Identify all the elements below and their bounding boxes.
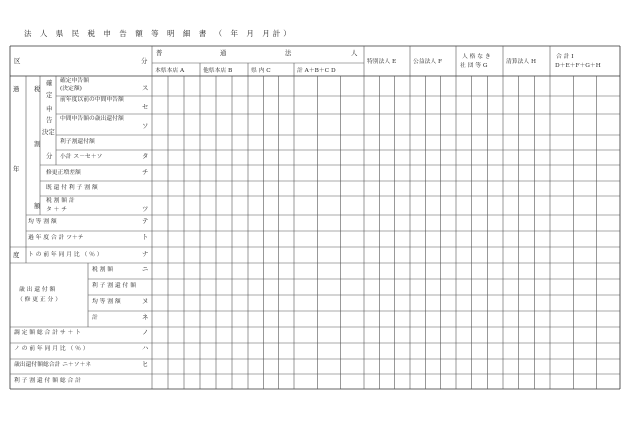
row-zeiwari-kana: ニ (142, 265, 149, 273)
side-nen: 年 (13, 165, 20, 173)
row-saishutsu-2: （ 修 更 正 分 ） (17, 297, 61, 303)
header-ku: 区 (14, 57, 21, 65)
row-kei-2: タ ＋ チ (46, 207, 68, 213)
side-gen: 過 (13, 85, 20, 93)
row-su-2: (決定額) (60, 86, 82, 92)
header-col-c: 県 内 C (251, 68, 271, 74)
row-rishi: 利子割還付額 (60, 139, 95, 145)
header-col-g-1: 人 格 な き (462, 54, 491, 60)
row-saishutsu-total: 歳出還付額総合計 ニ＋ソ＋ネ (14, 362, 92, 368)
header-futsu-1: 普 (156, 49, 163, 57)
side-tei: 定 (46, 91, 53, 99)
row-chotei-kana: ノ (142, 328, 149, 336)
side-koku: 告 (46, 116, 53, 124)
row-so: 中間申告額の歳出還付額 (60, 116, 124, 122)
side-kaku: 確 (46, 79, 53, 87)
header-col-b: 他県本店 B (203, 68, 233, 74)
row-kanen: 過 年 度 合 計 ツ＋テ (28, 235, 84, 241)
header-futsu-2: 通 (220, 49, 227, 57)
header-col-d: 計 A＋B＋C D (297, 68, 336, 74)
row-se-kana: セ (142, 103, 149, 111)
row-su-kana: ス (142, 84, 149, 92)
side-do: 度 (13, 251, 20, 259)
row-kintowari: 均 等 割 額 (92, 299, 121, 305)
side-kettei: 決定 (42, 128, 55, 136)
side-bun: 分 (46, 152, 53, 160)
document-title: 法 人 県 民 税 申 告 額 等 明 細 書 （ 年 月 月計） (24, 29, 294, 38)
row-se: 前年度以前の中間申告額 (60, 97, 124, 103)
header-col-i-2: D＋E＋F＋G＋H (555, 63, 601, 69)
row-zennen: ト の 前 年 同 月 比 （ ％ ） (28, 252, 103, 258)
row-kei-kana: ツ (142, 205, 149, 213)
row-rishi-total: 利 子 割 還 付 額 総 合 計 (14, 378, 81, 384)
row-kinto: 均 等 割 額 (28, 219, 57, 225)
row-kintowari-kana: ヌ (142, 297, 149, 305)
row-no-zennen: ノ の 前 年 同 月 比 （ ％ ） (14, 346, 89, 352)
row-zeiwari: 税 割 額 (92, 267, 114, 273)
header-col-f: 公益法人 F (413, 59, 443, 65)
row-shokei: 小計 ス－セ＋ソ (60, 154, 103, 160)
header-col-h: 清算法人 H (506, 59, 537, 65)
row-kikanpu: 既 還 付 利 子 割 額 (46, 185, 98, 191)
row-shusei: 修更正増差額 (46, 170, 81, 176)
row-shusei-kana: チ (142, 168, 149, 176)
header-col-i-1: 合 計 I (556, 54, 574, 60)
row-kei: 計 (92, 315, 98, 321)
row-saishutsu-total-kana: ヒ (142, 360, 149, 368)
row-kei-kana: ネ (142, 313, 149, 321)
row-rishiwari: 利 子 割 還 付 額 (92, 283, 136, 289)
header-futsu-3: 法 (285, 49, 292, 57)
header-col-g-2: 社 団 等 G (460, 63, 488, 69)
header-bun: 分 (141, 57, 148, 65)
header-col-e: 特別法人 E (367, 59, 397, 65)
row-zennen-kana: ナ (142, 250, 149, 258)
row-shokei-kana: タ (142, 152, 149, 160)
side-gaku: 額 (34, 202, 41, 210)
row-kanen-kana: ト (142, 233, 149, 241)
header-futsu-4: 人 (351, 49, 358, 57)
row-kinto-kana: テ (142, 217, 149, 225)
row-chotei: 調 定 額 総 合 計 サ ＋ ト (14, 330, 81, 336)
row-so-kana: ソ (142, 122, 149, 130)
side-zei: 税 (34, 85, 41, 93)
row-su-1: 確定申告額 (60, 78, 89, 84)
side-shin: 申 (46, 105, 53, 113)
header-col-a: 本県本店 A (155, 68, 185, 74)
row-saishutsu-1: 歳 出 還 付 額 (19, 287, 56, 293)
row-no-zennen-kana: ハ (142, 344, 149, 352)
row-kei-1: 税 割 額 計 (46, 198, 75, 204)
side-wari: 割 (34, 140, 41, 148)
